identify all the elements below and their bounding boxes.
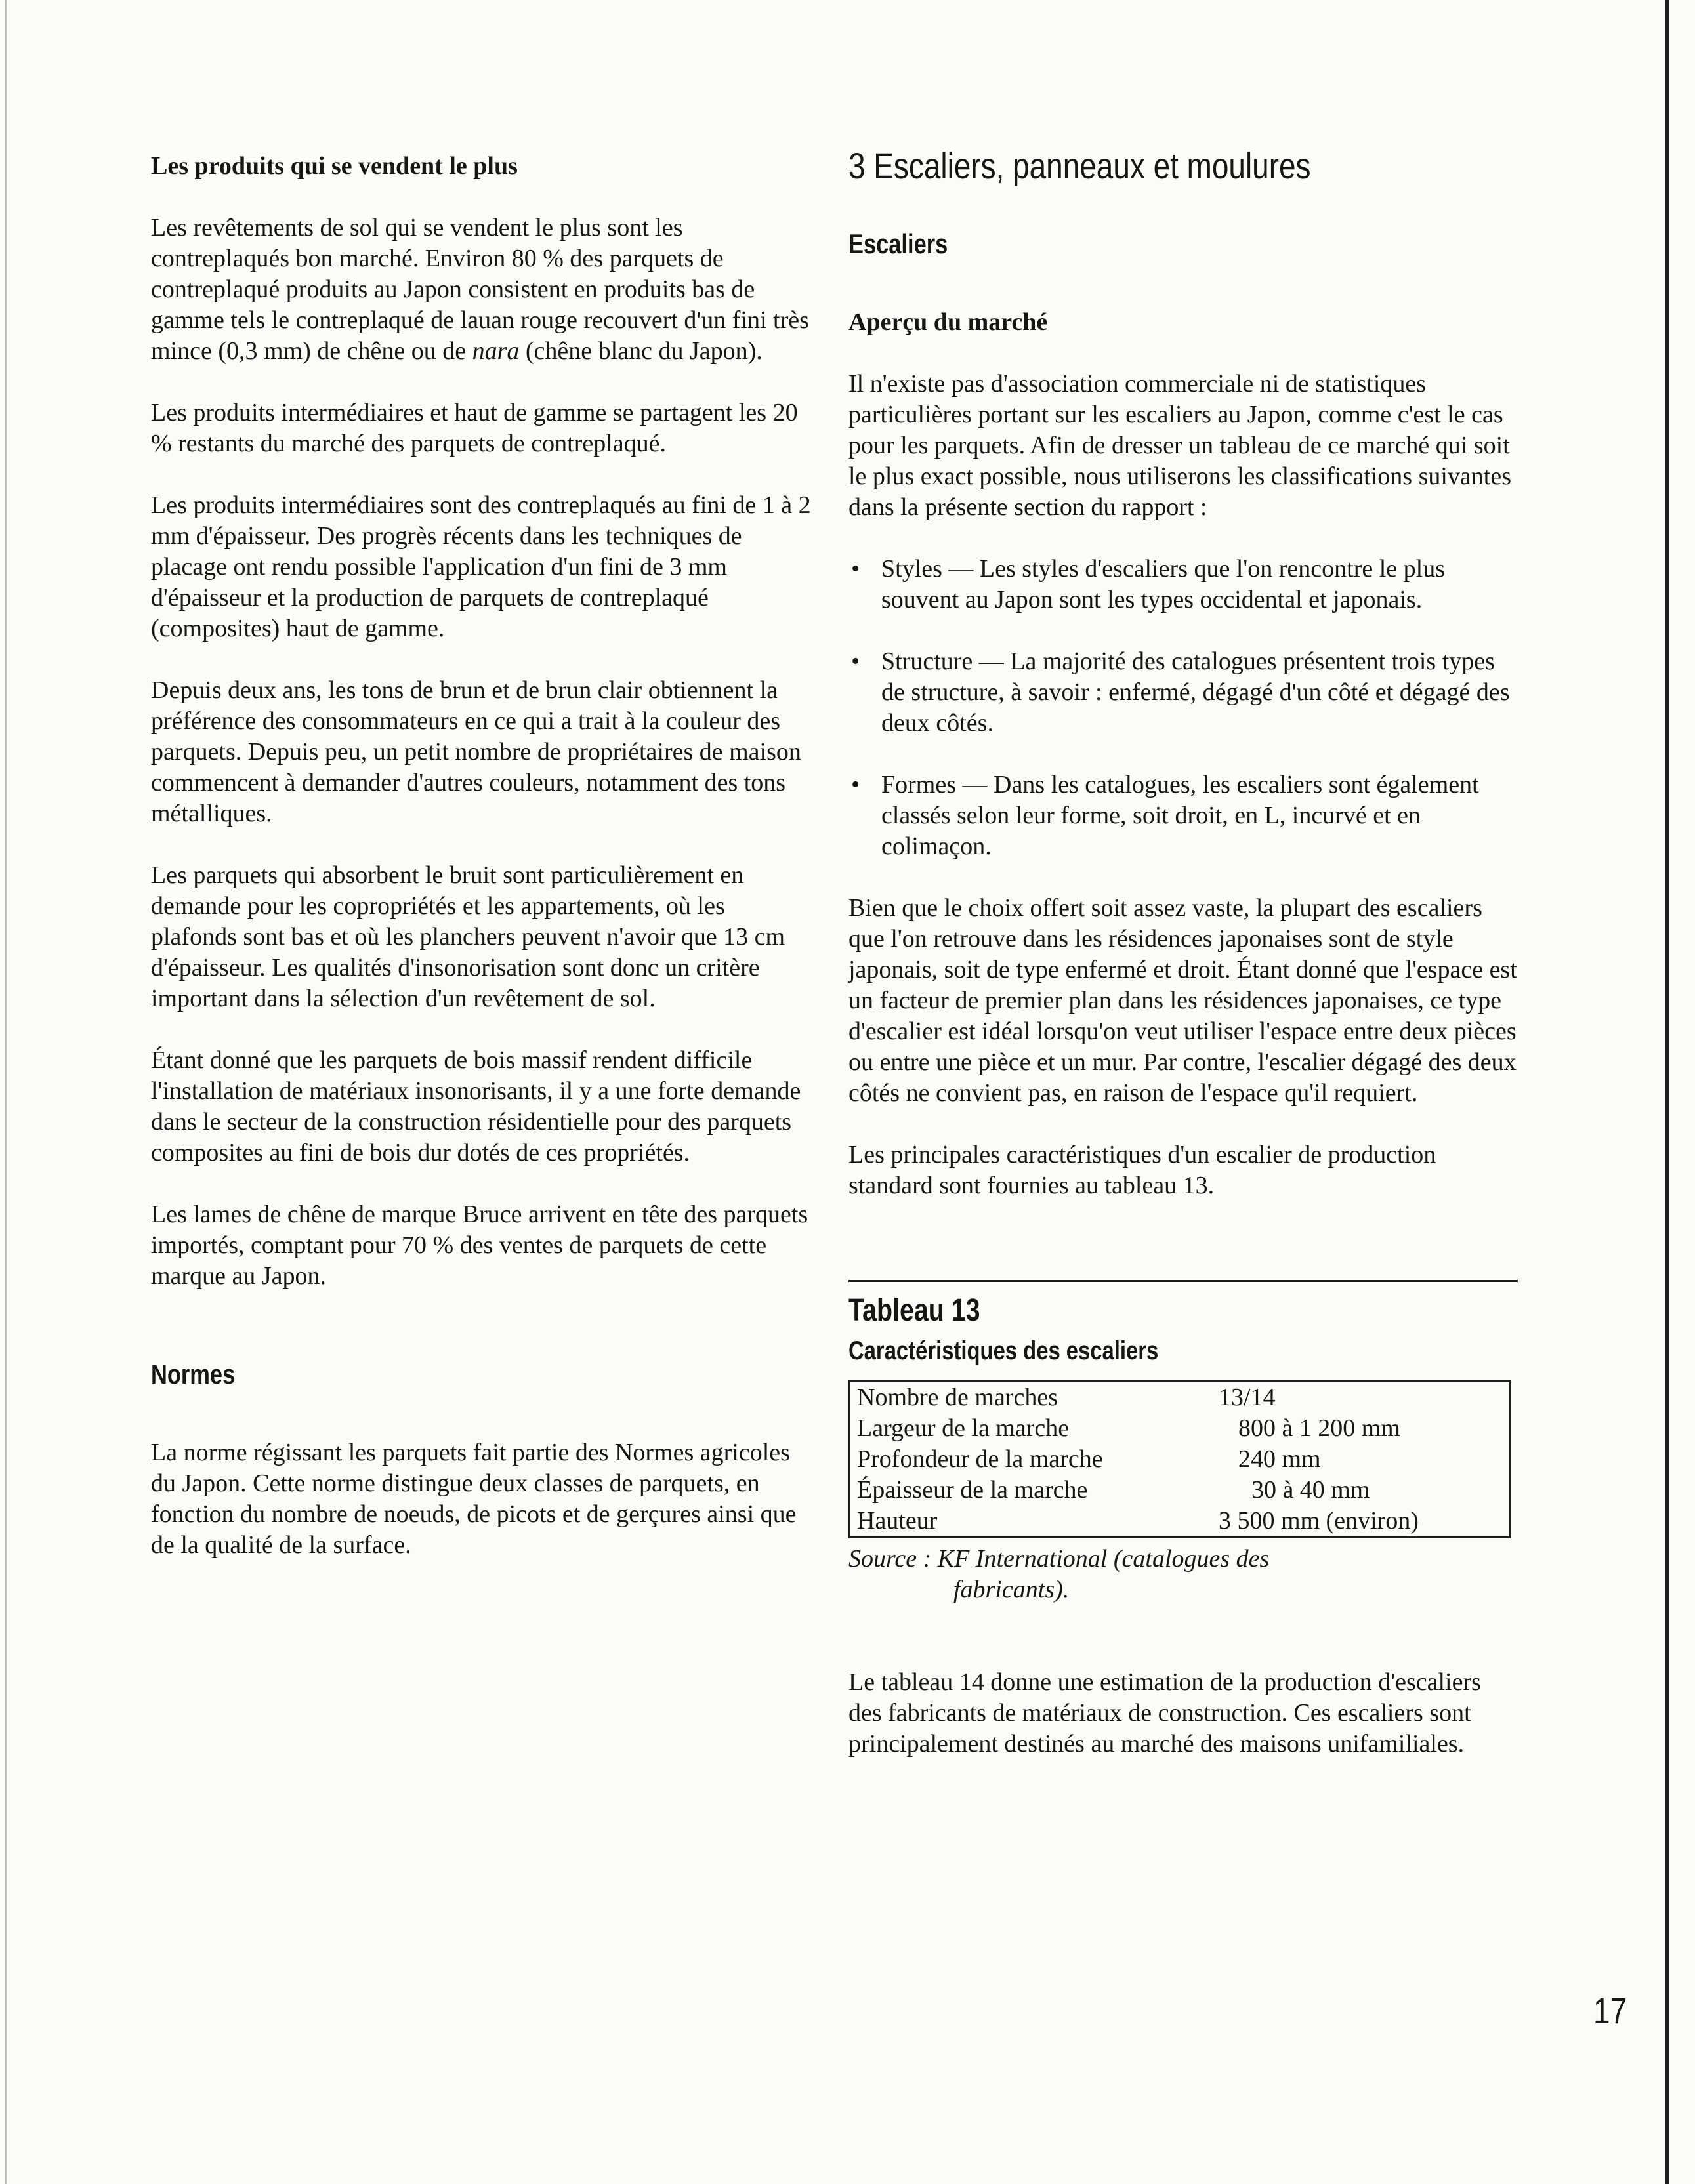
paragraph: Les produits intermédiaires et haut de gamme se partagent les 20 % restants du marché des parquets de contreplaqué.	[151, 399, 798, 457]
bullet-icon: •	[851, 555, 860, 583]
subsection-heading-market-overview: Aperçu du marché	[848, 308, 1048, 336]
paragraph: La norme régissant les parquets fait partie des Normes agricoles du Japon. Cette norme distingue deux classes de parquets, en fonction du nombre de noeuds, de picots et de gerçures ainsi que de la qualité de la surface.	[151, 1439, 797, 1559]
section-heading-normes: Normes	[151, 1359, 236, 1390]
table-title: Tableau 13	[848, 1293, 980, 1328]
bullet-icon: •	[851, 648, 860, 675]
paragraph: Le tableau 14 donne une estimation de la production d'escaliers des fabricants de matériaux de construction. Ces escaliers sont principalement destinés au marché des maisons unifamiliales.	[848, 1668, 1481, 1758]
right-column	[848, 145, 1518, 1790]
left-column	[151, 151, 814, 1592]
paragraph: Les parquets qui absorbent le bruit sont particulièrement en demande pour les copropriétés et les appartements, où les plafonds sont bas et où les planchers peuvent n'avoir que 13 cm d'épaisseur. Les qualités d'insonorisation sont donc un critère important dans la sélection d'un revêtement de sol.	[151, 861, 785, 1012]
table-subtitle: Caractéristiques des escaliers	[848, 1336, 1159, 1365]
paragraph: Les produits intermédiaires sont des contreplaqués au fini de 1 à 2 mm d'épaisseur. Des progrès récents dans les techniques de placage ont rendu possible l'application d'un fini de 3 mm d'épaisseur et la production de parquets de contreplaqué (composites) haut de gamme.	[151, 491, 811, 642]
paragraph: Les principales caractéristiques d'un escalier de production standard sont fournies au tableau 13.	[848, 1141, 1436, 1199]
table-row: Hauteur 3 500 mm (environ)	[857, 1507, 1419, 1535]
section-heading-escaliers: Escaliers	[848, 228, 948, 259]
paragraph: Bien que le choix offert soit assez vaste, la plupart des escaliers que l'on retrouve dans les résidences japonaises sont de style japonais, soit de type enfermé et droit. Étant donné que l'espace est un facteur de premier plan dans les résidences japonaises, ce type d'escalier est idéal lorsqu'on veut utiliser l'espace entre deux pièces ou entre une pièce et un mur. Par contre, l'escalier dégagé des deux côtés ne convient pas, en raison de l'espace qu'il requiert.	[848, 894, 1517, 1107]
table-row: Largeur de la marche 800 à 1 200 mm	[857, 1414, 1400, 1442]
section-heading-best-sellers: Les produits qui se vendent le plus	[151, 152, 518, 180]
classification-list	[848, 554, 1518, 862]
page-number: 17	[1593, 1990, 1627, 2031]
table-row: Épaisseur de la marche 30 à 40 mm	[857, 1476, 1370, 1504]
table-source-note: Source : KF International (catalogues des fabricants).	[848, 1545, 1270, 1603]
paragraph: Depuis deux ans, les tons de brun et de brun clair obtiennent la préférence des consommateurs en ce qui a trait à la couleur des parquets. Depuis peu, un petit nombre de propriétaires de maison commencent à demander d'autres couleurs, notamment des tons métalliques.	[151, 676, 801, 827]
paragraph: Les lames de chêne de marque Bruce arrivent en tête des parquets importés, comptant pour 70 % des ventes de parquets de cette marque au Japon.	[151, 1201, 808, 1290]
bullet-icon: •	[851, 771, 860, 798]
scan-edge-right	[1665, 0, 1669, 2184]
table-row: Nombre de marches 13/14	[857, 1384, 1276, 1411]
list-item: • Structure — La majorité des catalogues présentent trois types de structure, à savoir : enfermé, dégagé d'un côté et dégagé des deux côtés.	[851, 648, 1510, 737]
paragraph: Il n'existe pas d'association commerciale ni de statistiques particulières portant sur les escaliers au Japon, comme c'est le cas pour les parquets. Afin de dresser un tableau de ce marché qui soit le plus exact possible, nous utiliserons les classifications suivantes dans la présente section du rapport :	[848, 370, 1512, 521]
table-row: Profondeur de la marche 240 mm	[857, 1445, 1321, 1473]
chapter-title: 3 Escaliers, panneaux et moulures	[848, 145, 1311, 186]
scan-edge-left	[5, 0, 7, 2184]
paragraph: Étant donné que les parquets de bois massif rendent difficile l'installation de matériaux insonorisants, il y a une forte demande dans le secteur de la construction résidentielle pour des parquets composites au fini de bois dur dotés de ces propriétés.	[151, 1046, 801, 1166]
list-item: • Styles — Les styles d'escaliers que l'on rencontre le plus souvent au Japon sont les types occidental et japonais.	[851, 555, 1445, 613]
stair-specs-table	[848, 1380, 1511, 1538]
table-top-rule	[848, 1280, 1518, 1282]
paragraph: Les revêtements de sol qui se vendent le plus sont les contreplaqués bon marché. Environ 80 % des parquets de contreplaqué produits au Japon consistent en produits bas de gamme tels le contreplaqué de lauan rouge recouvert d'un fini très mince (0,3 mm) de chêne ou de nara (chêne blanc du Japon).	[151, 214, 809, 365]
list-item: • Formes — Dans les catalogues, les escaliers sont également classés selon leur forme, soit droit, en L, incurvé et en colimaçon.	[851, 771, 1479, 860]
